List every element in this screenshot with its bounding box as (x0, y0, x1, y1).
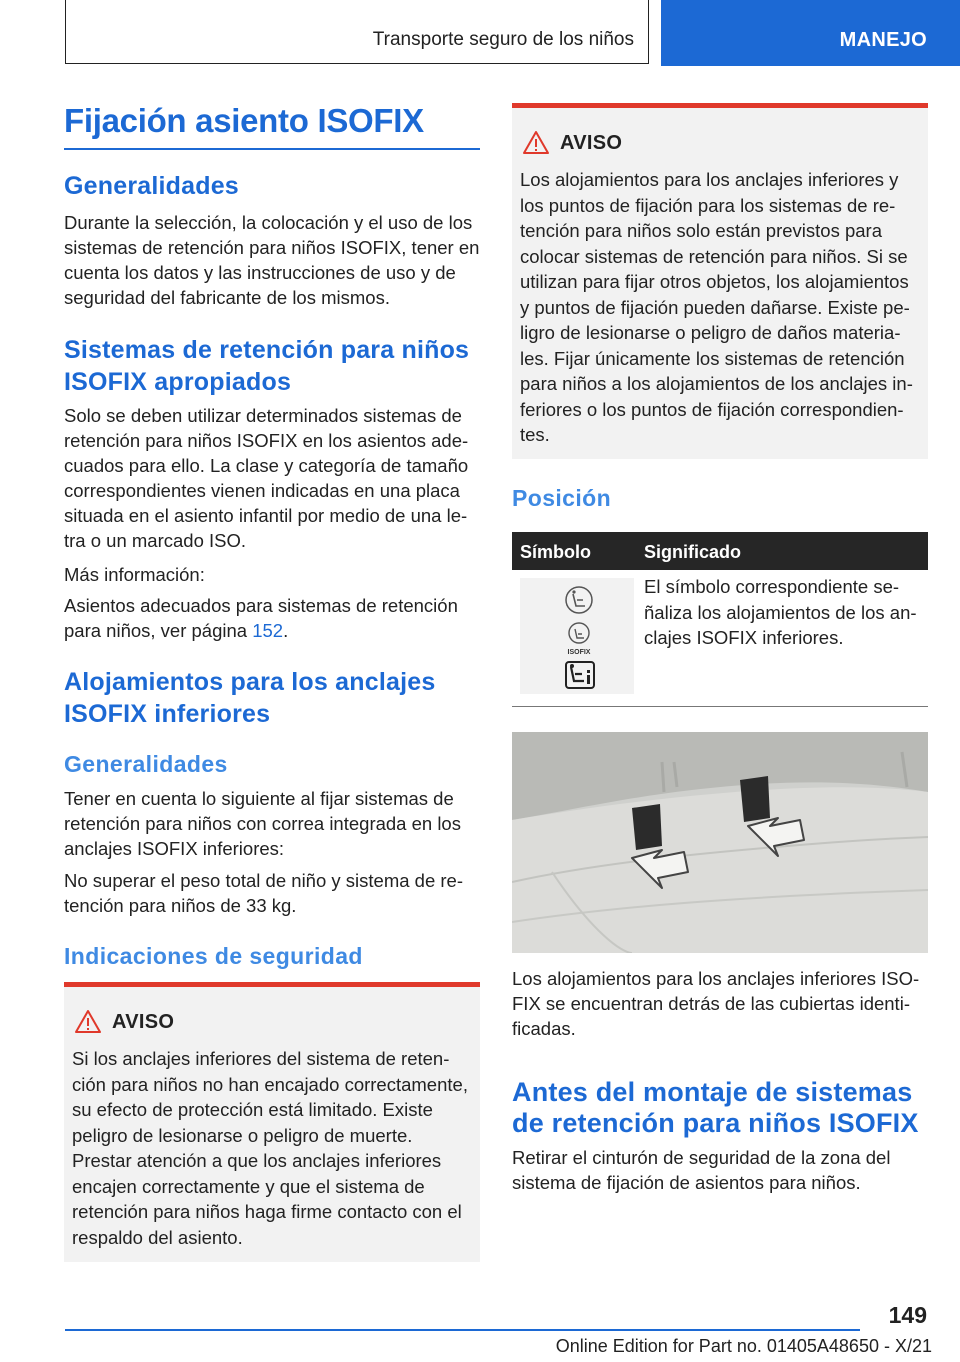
reference-text: Asientos adecuados para sistemas de retención para niños, ver página (64, 595, 458, 641)
column-header-symbol: Símbolo (520, 542, 591, 562)
isofix-symbol-label: ISOFIX (567, 649, 591, 656)
column-header-meaning: Significado (644, 542, 742, 562)
more-info-label: Más información: (64, 564, 205, 585)
paragraph-peso: No superar el peso total de niño y sistema de retención para niños de 33 kg. (64, 870, 463, 916)
page-title: Fijación asiento ISOFIX (64, 102, 424, 139)
warning-triangle-icon (74, 1009, 102, 1034)
chapter-title: Transporte seguro de los niños (372, 29, 634, 50)
heading-posicion: Posición (512, 485, 612, 511)
table-rule (512, 706, 928, 707)
heading-alojamientos: Alojamientos para los anclajes ISOFIX inferiores (64, 668, 436, 728)
heading-antes-del-montaje: Antes del montaje de sistemas de retención para niños ISOFIX (512, 1077, 919, 1138)
footer-rule (65, 1329, 860, 1331)
heading-indicaciones: Indicaciones de seguridad (64, 943, 363, 969)
isofix-symbols-icon (520, 578, 634, 694)
heading-sistemas-apropiados: Sistemas de retención para niños ISOFIX apropiados (64, 336, 470, 396)
paragraph-anclajes: Tener en cuenta lo siguiente al fijar sistemas de retención para niños con correa integrada en los anclajes ISOFIX inferiores: (64, 788, 461, 859)
header-chapter-tab (65, 0, 649, 64)
warning-label-2: AVISO (560, 132, 623, 154)
warning-box-2 (512, 103, 928, 459)
page-number: 149 (888, 1302, 927, 1328)
warning-text-2: Los alojamientos para los anclajes inferiores y los puntos de fijación para los sistemas de retención para niños solo están previstos para colocar sistemas de retención para niños. Si se utilizan para fijar otros objetos, los alojamientos y puntos de fijación pueden dañarse. Existe peligro de lesionarse o peligro de daños materiales. Fijar únicamente los sistemas de retención para niños a los alojamientos de los anclajes inferiores o los puntos de fijación correspondientes. (520, 169, 913, 445)
table-header (512, 532, 928, 570)
reference-paragraph (64, 593, 480, 643)
page-link[interactable]: 152 (252, 620, 284, 641)
warning-box-1 (64, 982, 480, 1262)
edition-footer: Online Edition for Part no. 01405A48650 - X/21 (555, 1336, 932, 1356)
paragraph-generalidades: Durante la selección, la colocación y el uso de los sistemas de retención para niños ISOFIX, tener en cuenta los datos y las instrucciones de uso y de seguridad del fabricante de los mismos. (64, 212, 480, 308)
reference-end: . (283, 620, 289, 641)
warning-text-1: Si los anclajes inferiores del sistema de retención para niños no han encajado correctamente, su efecto de protección está limitado. Existe peligro de lesionarse o peligro de muerte. Prestar atención a que los anclajes inferiores encajen correctamente y que el sistema de retención para niños haga firme contacto con el respaldo del asiento. (72, 1048, 468, 1248)
symbol-meaning: El símbolo correspondiente señaliza los alojamientos de los anclajes ISOFIX inferiores. (644, 576, 917, 648)
subheading-generalidades: Generalidades (64, 751, 228, 777)
header-section-tab (661, 0, 960, 66)
paragraph-sistemas-apropiados: Solo se deben utilizar determinados sistemas de retención para niños ISOFIX en los asientos adecuados para ello. La clase y categoría de tamaño correspondientes vienen indicadas en una placa situada en el asiento infantil por medio de una letra o un marcado ISO. (64, 405, 469, 551)
paragraph-antes-del-montaje: Retirar el cinturón de seguridad de la zona del sistema de fijación de asientos para niños. (512, 1147, 891, 1193)
symbol-table (512, 532, 928, 656)
seat-anchor-photo (512, 732, 928, 953)
warning-triangle-icon (522, 130, 550, 155)
title-underline (64, 148, 480, 150)
photo-caption: Los alojamientos para los anclajes inferiores ISOFIX se encuentran detrás de las cubiertas identificadas. (512, 968, 920, 1039)
warning-label-1: AVISO (112, 1011, 175, 1033)
heading-generalidades: Generalidades (64, 172, 239, 200)
section-label: MANEJO (839, 29, 927, 51)
symbol-cell (520, 578, 634, 694)
